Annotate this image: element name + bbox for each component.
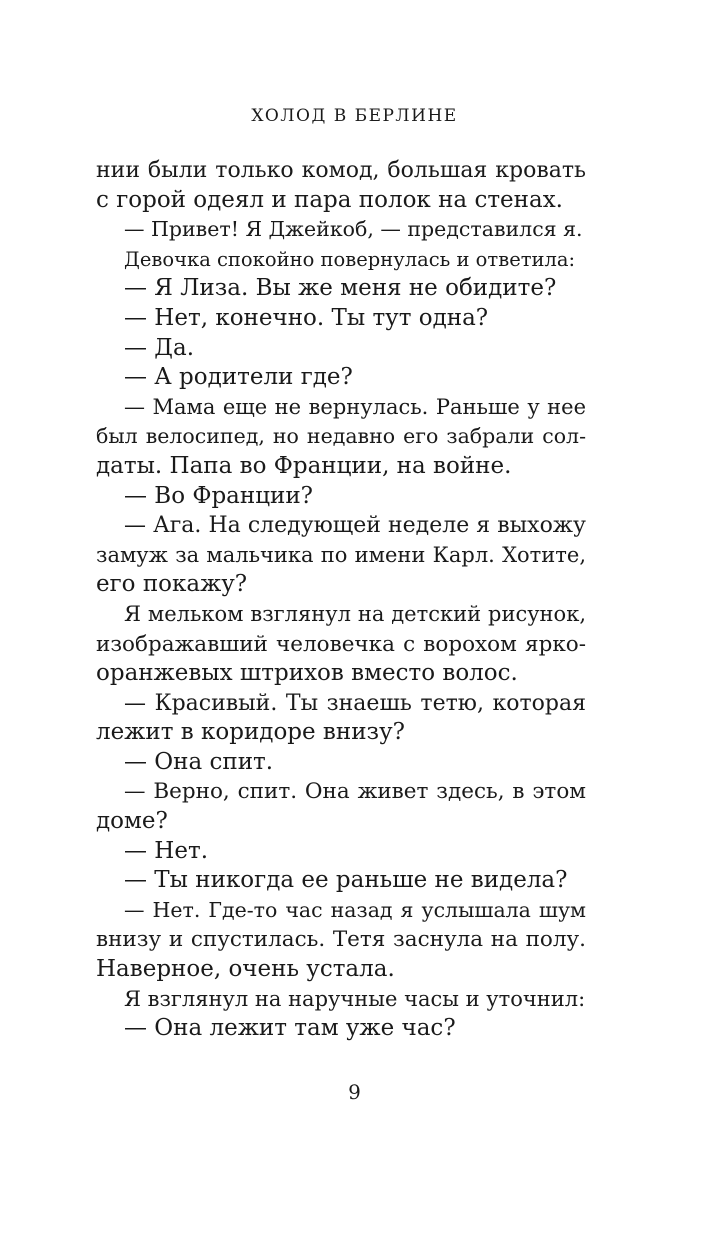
text-line: Девочка спокойно повернулась и ответила:: [124, 247, 576, 271]
page-number: 9: [348, 1080, 361, 1104]
body-text: [96, 156, 586, 1044]
text-line: с горой одеял и пара полок на стенах.: [96, 186, 563, 213]
text-line: внизу и спустилась. Тетя заснула на полу.: [96, 927, 586, 953]
text-line: — Ты никогда ее раньше не видела?: [124, 867, 568, 894]
text-line: лежит в коридоре внизу?: [96, 719, 405, 746]
text-line: — Красивый. Ты знаешь тетю, которая: [124, 690, 586, 716]
text-line: — А родители где?: [124, 364, 353, 391]
text-line: — Во Франции?: [124, 482, 314, 509]
text-line: — Нет. Где-то час назад я услышала шум: [124, 897, 586, 922]
text-line: изображавший человечка с ворохом ярко-: [96, 631, 586, 657]
text-line: — Верно, спит. Она живет здесь, в этом: [124, 779, 586, 805]
text-line: оранжевых штрихов вместо волос.: [96, 660, 518, 687]
text-line: — Да.: [124, 334, 195, 361]
text-line: — Нет.: [124, 837, 209, 864]
text-line: — Она спит.: [124, 748, 274, 775]
text-line: Я мельком взглянул на детский рисунок,: [124, 601, 586, 626]
text-line: доме?: [96, 808, 168, 835]
text-line: Я взглянул на наручные часы и уточнил:: [124, 986, 586, 1011]
text-line: замуж за мальчика по имени Карл. Хотите,: [96, 542, 586, 567]
text-line: — Я Лиза. Вы же меня не обидите?: [124, 275, 557, 302]
text-line: нии были только комод, большая кровать: [96, 158, 586, 183]
text-line: — Нет, конечно. Ты тут одна?: [124, 304, 489, 331]
text-line: — Привет! Я Джейкоб, — представился я.: [124, 217, 583, 242]
text-line: — Ага. На следующей неделе я выхожу: [124, 513, 586, 539]
text-line: даты. Папа во Франции, на войне.: [96, 452, 512, 479]
text-line: Наверное, очень устала.: [96, 956, 395, 983]
text-line: — Мама еще не вернулась. Раньше у нее: [124, 394, 586, 419]
running-head: ХОЛОД В БЕРЛИНЕ: [251, 106, 458, 126]
text-line: был велосипед, но недавно его забрали сол-: [96, 424, 586, 449]
text-line: — Она лежит там уже час?: [124, 1015, 456, 1042]
text-line: его покажу?: [96, 571, 248, 598]
